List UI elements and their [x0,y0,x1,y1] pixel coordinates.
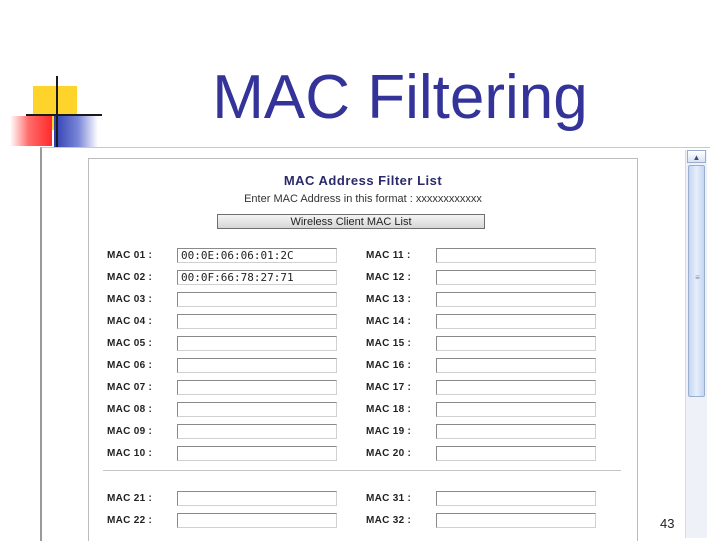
mac-address-input[interactable] [177,358,337,373]
mac-label: MAC 20 : [366,448,412,459]
mac-label: MAC 12 : [366,272,412,283]
mac-address-input[interactable] [436,446,596,461]
scroll-up-arrow-icon[interactable]: ▲ [687,150,706,163]
mac-label: MAC 15 : [366,338,412,349]
mac-address-input[interactable] [436,491,596,506]
mac-label: MAC 05 : [107,338,153,349]
mac-label: MAC 32 : [366,515,412,526]
slide-title: MAC Filtering [212,63,588,132]
mac-label: MAC 10 : [107,448,153,459]
mac-label: MAC 31 : [366,493,412,504]
wireless-client-mac-list-button[interactable]: Wireless Client MAC List [217,214,485,229]
mac-label: MAC 22 : [107,515,153,526]
mac-label: MAC 19 : [366,426,412,437]
format-hint: Enter MAC Address in this format : xxxxxxxxxxxx [244,193,482,205]
mac-label: MAC 07 : [107,382,153,393]
mac-filter-panel [88,158,638,541]
slide-number: 43 [660,516,675,531]
mac-address-input[interactable] [177,491,337,506]
mac-address-input[interactable] [177,424,337,439]
mac-address-input[interactable] [436,513,596,528]
decor-blue-square [54,114,98,150]
mac-label: MAC 03 : [107,294,153,305]
grip-icon: ≡ [695,273,700,282]
vertical-scrollbar[interactable] [685,150,707,538]
scroll-thumb[interactable] [688,165,705,397]
mac-label: MAC 14 : [366,316,412,327]
mac-label: MAC 04 : [107,316,153,327]
mac-address-input[interactable] [177,446,337,461]
mac-label: MAC 06 : [107,360,153,371]
mac-label: MAC 09 : [107,426,153,437]
decor-red-square [10,116,52,146]
mac-address-input[interactable] [177,248,337,263]
mac-label: MAC 08 : [107,404,153,415]
section-divider [103,470,621,471]
mac-address-input[interactable] [436,336,596,351]
mac-label: MAC 02 : [107,272,153,283]
screenshot-frame [40,147,710,541]
panel-title: MAC Address Filter List [283,173,443,188]
mac-address-input[interactable] [436,270,596,285]
mac-label: MAC 11 : [366,250,411,261]
mac-address-input[interactable] [177,380,337,395]
mac-address-input[interactable] [177,270,337,285]
mac-address-input[interactable] [177,292,337,307]
decor-vertical-line [56,76,58,148]
mac-address-input[interactable] [436,248,596,263]
mac-address-input[interactable] [436,292,596,307]
mac-address-input[interactable] [177,336,337,351]
mac-label: MAC 16 : [366,360,412,371]
mac-address-input[interactable] [436,380,596,395]
left-margin [42,148,86,541]
mac-label: MAC 01 : [107,250,153,261]
mac-label: MAC 13 : [366,294,412,305]
mac-address-input[interactable] [177,314,337,329]
mac-address-input[interactable] [436,424,596,439]
mac-label: MAC 17 : [366,382,412,393]
mac-label: MAC 21 : [107,493,153,504]
mac-address-input[interactable] [436,402,596,417]
mac-address-input[interactable] [436,314,596,329]
mac-label: MAC 18 : [366,404,412,415]
mac-address-input[interactable] [177,402,337,417]
decor-horizontal-line [26,114,102,116]
mac-address-input[interactable] [436,358,596,373]
mac-address-input[interactable] [177,513,337,528]
